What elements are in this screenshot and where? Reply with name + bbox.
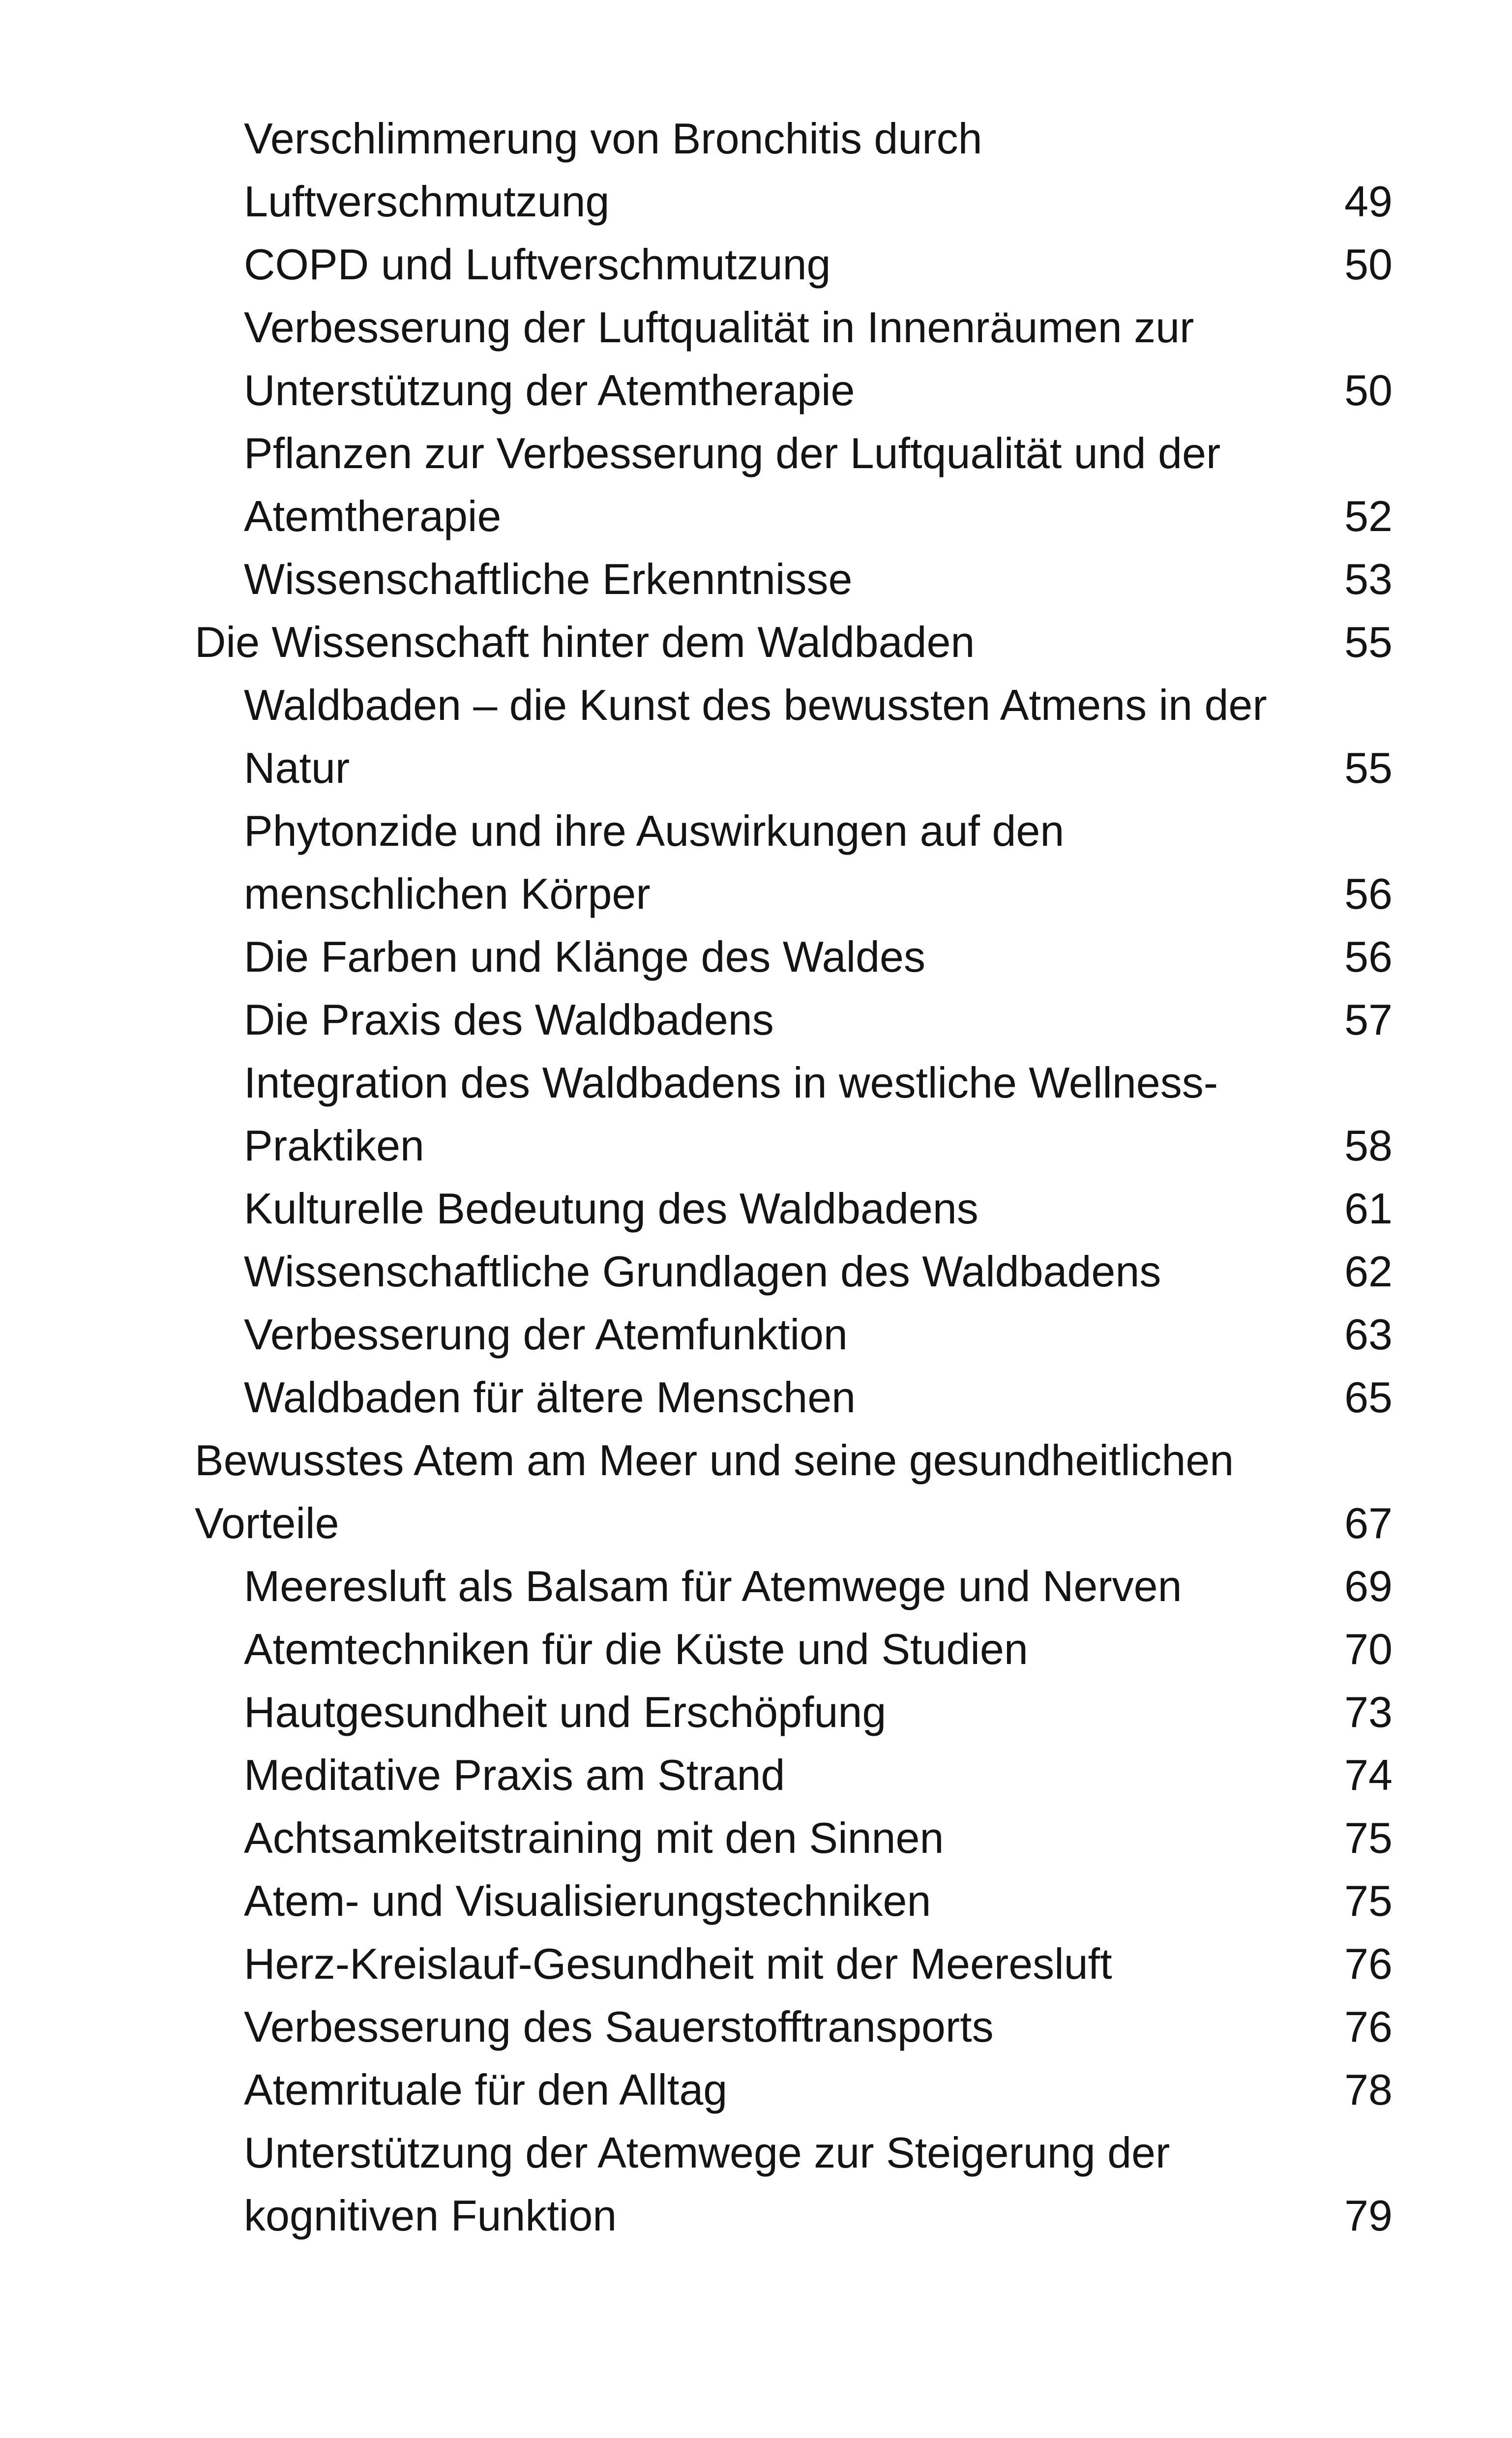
toc-entry-page: 57 bbox=[1344, 995, 1393, 1044]
toc-entry-line: Verbesserung der Atemfunktion bbox=[244, 1310, 848, 1359]
toc-entry-line: Unterstützung der Atemtherapie bbox=[244, 366, 855, 415]
toc-entry-title bbox=[244, 107, 982, 233]
toc-entry-line: Natur bbox=[244, 743, 350, 792]
toc-entry-line: Vorteile bbox=[195, 1499, 339, 1547]
toc-entry bbox=[195, 2121, 1393, 2247]
toc-entry-line: Achtsamkeitstraining mit den Sinnen bbox=[244, 1814, 944, 1862]
toc-entry-line: Die Praxis des Waldbadens bbox=[244, 995, 774, 1044]
toc-entry bbox=[195, 611, 1393, 674]
toc-entry bbox=[195, 1240, 1393, 1303]
toc-entry-line: Die Farben und Klänge des Waldes bbox=[244, 932, 925, 981]
toc-entry-title bbox=[244, 1807, 944, 1870]
toc-entry-line: Verschlimmerung von Bronchitis durch bbox=[244, 114, 982, 163]
toc-entry-line: Kulturelle Bedeutung des Waldbadens bbox=[244, 1184, 978, 1233]
toc-entry-title bbox=[244, 1744, 785, 1807]
toc-entry bbox=[195, 1681, 1393, 1744]
toc-entry-line: Atemtechniken für die Küste und Studien bbox=[244, 1625, 1028, 1673]
toc-entry-line: Meditative Praxis am Strand bbox=[244, 1751, 785, 1799]
toc-entry-page: 73 bbox=[1344, 1688, 1393, 1736]
toc-entry-line: Integration des Waldbadens in westliche Wellness- bbox=[244, 1058, 1218, 1107]
toc-entry-line: Meeresluft als Balsam für Atemwege und Nerven bbox=[244, 1562, 1182, 1610]
toc-entry bbox=[195, 1303, 1393, 1366]
toc-entry-page: 53 bbox=[1344, 555, 1393, 603]
toc-entry-line: Atemrituale für den Alltag bbox=[244, 2065, 728, 2114]
toc-entry-title bbox=[244, 233, 830, 296]
toc-entry-page: 75 bbox=[1344, 1876, 1393, 1925]
toc-entry bbox=[195, 296, 1393, 422]
toc-entry-line: Hautgesundheit und Erschöpfung bbox=[244, 1688, 887, 1736]
toc-entry-page: 76 bbox=[1344, 1939, 1393, 1988]
toc-entry-page: 74 bbox=[1344, 1751, 1393, 1799]
toc-entry bbox=[195, 1177, 1393, 1240]
toc-entry-title bbox=[244, 1177, 978, 1240]
toc-entry bbox=[195, 422, 1393, 548]
toc-entry-title bbox=[244, 1051, 1218, 1177]
toc-entry-title bbox=[244, 548, 852, 611]
toc-entry-line: COPD und Luftverschmutzung bbox=[244, 240, 831, 289]
toc-entry-page: 58 bbox=[1344, 1121, 1393, 1170]
toc-entry-page: 62 bbox=[1344, 1247, 1393, 1296]
toc-entry-title bbox=[244, 988, 774, 1051]
toc-entry bbox=[195, 548, 1393, 611]
toc-entry-page: 67 bbox=[1344, 1499, 1393, 1547]
toc-entry bbox=[195, 1555, 1393, 1618]
toc-entry-line: Verbesserung des Sauerstofftransports bbox=[244, 2002, 994, 2051]
toc-entry-title bbox=[244, 925, 925, 988]
toc-entry-title bbox=[244, 1555, 1182, 1618]
toc-entry bbox=[195, 1807, 1393, 1870]
toc-entry-page: 49 bbox=[1344, 177, 1393, 226]
toc-entry-title bbox=[244, 800, 1064, 925]
toc-entry bbox=[195, 233, 1393, 296]
toc-entry-line: Praktiken bbox=[244, 1121, 424, 1170]
toc-entry-line: Phytonzide und ihre Auswirkungen auf den bbox=[244, 806, 1065, 855]
toc-entry-title bbox=[244, 1681, 886, 1744]
toc-entry-page: 78 bbox=[1344, 2065, 1393, 2114]
toc-entry-page: 55 bbox=[1344, 743, 1393, 792]
toc-entry-line: Pflanzen zur Verbesserung der Luftqualität und der bbox=[244, 429, 1221, 477]
toc-entry-page: 70 bbox=[1344, 1625, 1393, 1673]
toc-entry-line: Wissenschaftliche Erkenntnisse bbox=[244, 555, 853, 603]
toc-entry bbox=[195, 1995, 1393, 2058]
toc-entry-line: Unterstützung der Atemwege zur Steigerung der bbox=[244, 2128, 1170, 2177]
toc-entry-title bbox=[244, 674, 1267, 800]
toc-entry-page: 75 bbox=[1344, 1814, 1393, 1862]
toc-entry-title bbox=[244, 2058, 727, 2121]
toc-entry-title bbox=[244, 1933, 1112, 1995]
toc-entry-title bbox=[244, 1995, 994, 2058]
toc-entry-line: Die Wissenschaft hinter dem Waldbaden bbox=[195, 618, 975, 666]
toc-entry-title bbox=[195, 611, 975, 674]
toc-entry bbox=[195, 1870, 1393, 1933]
toc-entry bbox=[195, 2058, 1393, 2121]
toc-entry-title bbox=[244, 1303, 848, 1366]
toc-list bbox=[195, 107, 1393, 2247]
toc-entry-title bbox=[244, 422, 1220, 548]
toc-entry-page: 61 bbox=[1344, 1184, 1393, 1233]
toc-entry-page: 63 bbox=[1344, 1310, 1393, 1359]
toc-entry-title bbox=[244, 1240, 1161, 1303]
toc-entry-title bbox=[244, 2121, 1170, 2247]
toc-entry bbox=[195, 1366, 1393, 1429]
toc-entry-page: 50 bbox=[1344, 240, 1393, 289]
toc-entry-page: 56 bbox=[1344, 932, 1393, 981]
toc-entry-line: Waldbaden für ältere Menschen bbox=[244, 1373, 856, 1422]
toc-entry-page: 76 bbox=[1344, 2002, 1393, 2051]
toc-entry bbox=[195, 800, 1393, 925]
toc-entry bbox=[195, 1933, 1393, 1995]
toc-entry-title bbox=[244, 1870, 931, 1933]
toc-entry-line: Wissenschaftliche Grundlagen des Waldbadens bbox=[244, 1247, 1161, 1296]
toc-entry bbox=[195, 988, 1393, 1051]
toc-entry bbox=[195, 674, 1393, 800]
toc-entry-page: 50 bbox=[1344, 366, 1393, 415]
toc-entry-line: Atem- und Visualisierungstechniken bbox=[244, 1876, 931, 1925]
toc-entry bbox=[195, 1618, 1393, 1681]
toc-entry-page: 56 bbox=[1344, 869, 1393, 918]
toc-entry-line: Verbesserung der Luftqualität in Innenräumen zur bbox=[244, 303, 1194, 352]
toc-entry bbox=[195, 925, 1393, 988]
toc-entry-title bbox=[195, 1429, 1234, 1555]
toc-entry bbox=[195, 1051, 1393, 1177]
toc-entry-line: Herz-Kreislauf-Gesundheit mit der Meeresluft bbox=[244, 1939, 1112, 1988]
toc-entry-title bbox=[244, 1366, 856, 1429]
toc-entry-page: 65 bbox=[1344, 1373, 1393, 1422]
toc-entry-line: Waldbaden – die Kunst des bewussten Atmens in der bbox=[244, 681, 1267, 729]
toc-entry-page: 69 bbox=[1344, 1562, 1393, 1610]
toc-entry bbox=[195, 1429, 1393, 1555]
toc-entry-page: 79 bbox=[1344, 2191, 1393, 2240]
toc-entry bbox=[195, 1744, 1393, 1807]
toc-entry-page: 52 bbox=[1344, 492, 1393, 540]
toc-entry-line: menschlichen Körper bbox=[244, 869, 651, 918]
toc-entry-page: 55 bbox=[1344, 618, 1393, 666]
toc-entry-line: Bewusstes Atem am Meer und seine gesundheitlichen bbox=[195, 1436, 1234, 1485]
toc-entry-title bbox=[244, 296, 1194, 422]
toc-entry-line: Atemtherapie bbox=[244, 492, 502, 540]
toc-entry-line: kognitiven Funktion bbox=[244, 2191, 617, 2240]
toc-entry bbox=[195, 107, 1393, 233]
toc-entry-line: Luftverschmutzung bbox=[244, 177, 610, 226]
toc-entry-title bbox=[244, 1618, 1028, 1681]
